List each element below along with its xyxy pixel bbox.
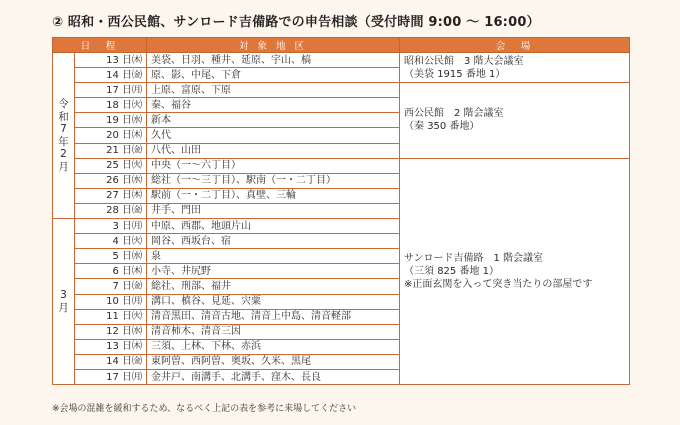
consultation-schedule-table [52, 37, 629, 385]
venue-line: 西公民館 2 階会議室 [404, 108, 504, 120]
date-cell: 13 日㈭ [75, 339, 147, 354]
area-cell: 総社（一～三丁目）、駅南（一・二丁目） [147, 173, 400, 188]
area-cell: 上原、富原、下原 [147, 83, 400, 98]
area-cell: 駅前（一・二丁目）、真壁、三輪 [147, 188, 400, 203]
area-cell: 東阿曽、西阿曽、奥坂、久米、黒尾 [147, 354, 400, 369]
header-area: 対 象 地 区 [147, 38, 400, 53]
date-cell: 10 日㈪ [75, 294, 147, 309]
header-venue: 会 場 [400, 38, 630, 53]
date-cell: 21 日㈮ [75, 143, 147, 158]
section-heading: ② 昭和・西公民館、サンロード吉備路での申告相談（受付時間 9:00 ～ 16:00） [52, 15, 540, 30]
area-cell: 美袋、日羽、種井、延原、宇山、槁 [147, 53, 400, 68]
date-cell: 3 日㈪ [75, 219, 147, 234]
venue-line: （秦 350 番地） [404, 121, 480, 133]
footnote: ※会場の混雑を緩和するため、なるべく上記の表を参考に来場してください [52, 404, 357, 414]
date-cell: 4 日㈫ [75, 234, 147, 249]
date-cell: 12 日㈬ [75, 324, 147, 339]
month-label-char: 月 [58, 160, 69, 173]
month-label-char: 年 [58, 135, 69, 148]
date-cell: 5 日㈬ [75, 249, 147, 264]
date-cell: 27 日㈭ [75, 188, 147, 203]
date-cell: 26 日㈬ [75, 173, 147, 188]
venue-cell [400, 83, 630, 158]
venue-cell [400, 53, 630, 83]
date-cell: 7 日㈮ [75, 279, 147, 294]
date-cell: 13 日㈭ [75, 53, 147, 68]
area-cell: 秦、福谷 [147, 98, 400, 113]
venue-line: ※正面玄関を入って突き当たりの部屋です [404, 278, 593, 290]
venue-line: （美袋 1915 番地 1） [404, 68, 506, 80]
date-cell: 6 日㈭ [75, 264, 147, 279]
month-label [53, 219, 75, 385]
area-cell: 岡谷、西坂台、宿 [147, 234, 400, 249]
table-row [53, 83, 630, 98]
month-label-char: 月 [58, 301, 69, 314]
date-cell: 14 日㈮ [75, 354, 147, 369]
date-cell: 28 日㈮ [75, 203, 147, 218]
venue-cell [400, 158, 630, 384]
date-cell: 19 日㈬ [75, 113, 147, 128]
date-cell: 20 日㈭ [75, 128, 147, 143]
date-cell: 11 日㈫ [75, 309, 147, 324]
month-label-char: 3 [60, 289, 67, 302]
area-cell: 小寺、井尻野 [147, 264, 400, 279]
area-cell: 総社、刑部、福井 [147, 279, 400, 294]
area-cell: 八代、山田 [147, 143, 400, 158]
venue-line: （三須 825 番地 1） [404, 265, 500, 277]
area-cell: 新本 [147, 113, 400, 128]
area-cell: 清音柿木、清音三因 [147, 324, 400, 339]
venue-line: 昭和公民館 3 階大会議室 [404, 55, 524, 67]
date-cell: 25 日㈫ [75, 158, 147, 173]
table-row [53, 158, 630, 173]
month-label-char: 令 [58, 98, 69, 111]
area-cell: 三須、上林、下林、赤浜 [147, 339, 400, 354]
area-cell: 泉 [147, 249, 400, 264]
table-body [53, 53, 630, 385]
area-cell: 中原、西郡、地頭片山 [147, 219, 400, 234]
table-row [53, 53, 630, 68]
date-cell: 17 日㈪ [75, 83, 147, 98]
table-header-row [53, 38, 630, 53]
date-cell: 14 日㈮ [75, 68, 147, 83]
date-cell: 17 日㈪ [75, 369, 147, 384]
area-cell: 清音黒田、清音古地、清音上中島、清音軽部 [147, 309, 400, 324]
date-cell: 18 日㈫ [75, 98, 147, 113]
venue-line: サンロード吉備路 1 階会議室 [404, 252, 544, 264]
area-cell: 久代 [147, 128, 400, 143]
month-label-char: 2 [60, 148, 67, 161]
area-cell: 金井戸、南溝手、北溝手、窪木、長良 [147, 369, 400, 384]
month-label-char: 和 [58, 110, 69, 123]
area-cell: 中央（一～六丁目） [147, 158, 400, 173]
area-cell: 井手、門田 [147, 203, 400, 218]
header-date: 日 程 [53, 38, 147, 53]
month-label [53, 53, 75, 219]
month-label-char: 7 [60, 123, 67, 136]
area-cell: 原、影、中尾、下倉 [147, 68, 400, 83]
area-cell: 溝口、槙谷、見延、宍粟 [147, 294, 400, 309]
